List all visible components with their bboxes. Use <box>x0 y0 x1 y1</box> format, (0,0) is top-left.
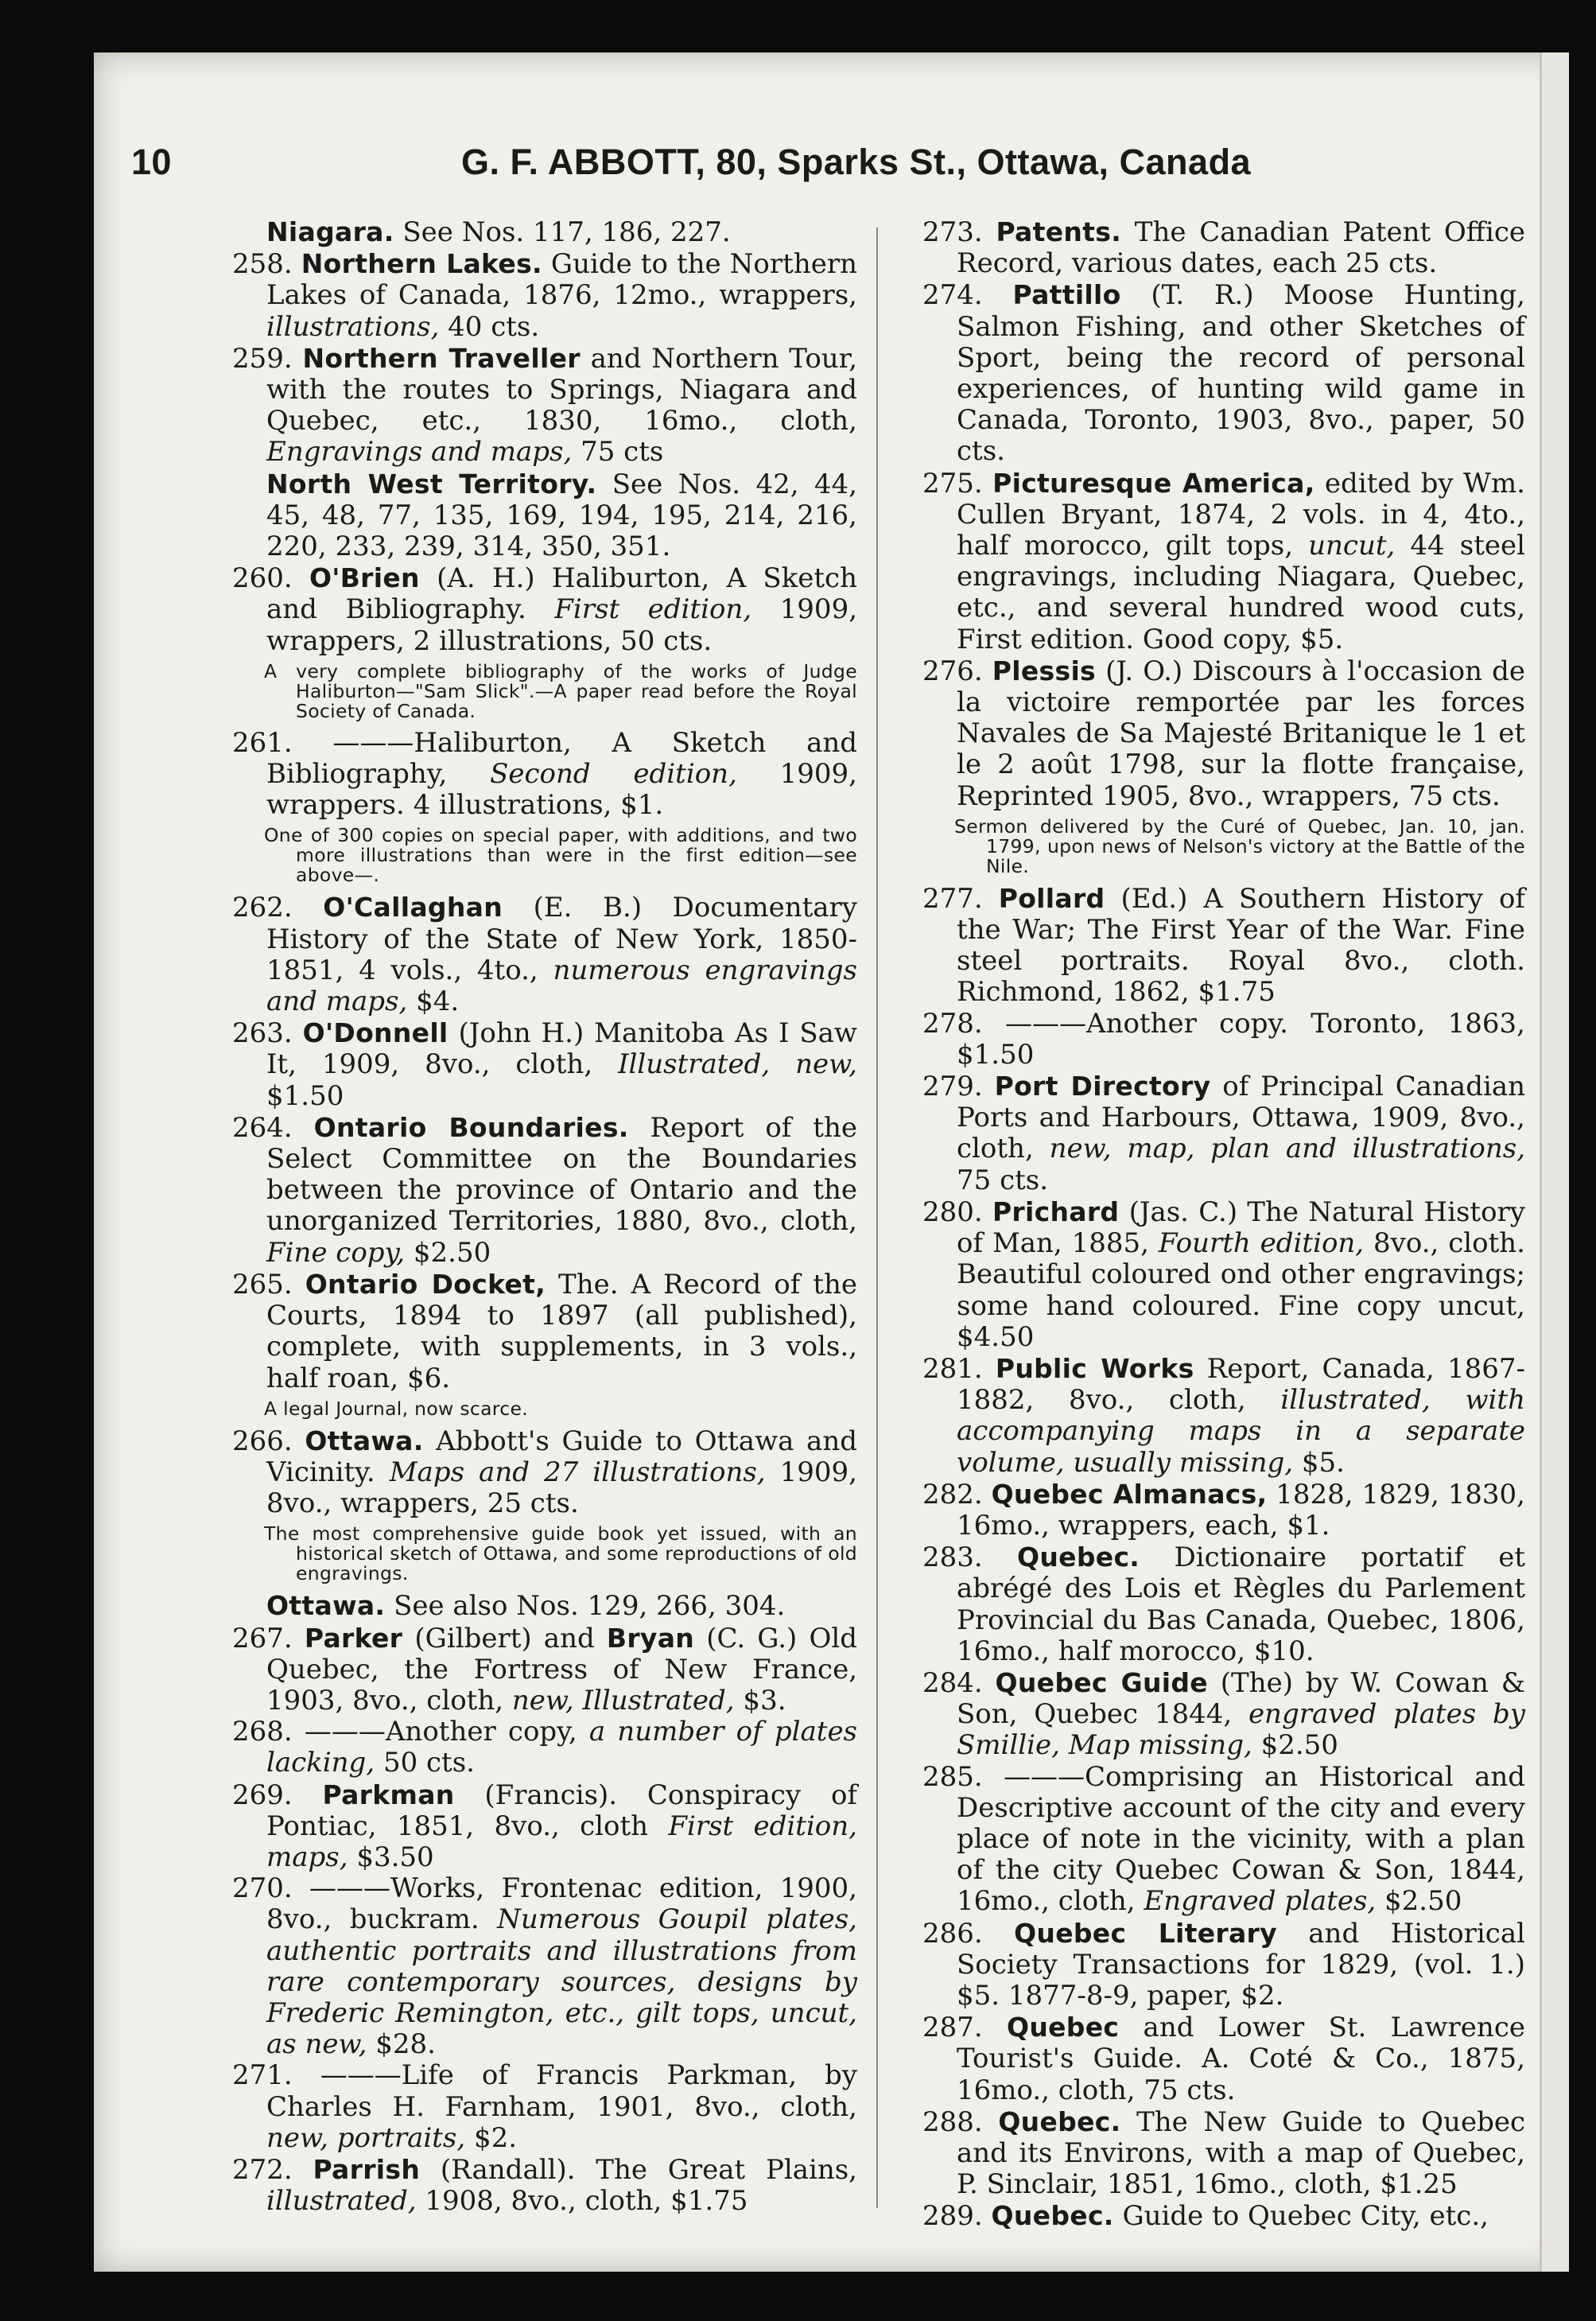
entry-number: 265. <box>232 1268 305 1300</box>
catalogue-entry <box>232 1112 857 1269</box>
entry-number: 285. <box>922 1760 1004 1793</box>
entry-number: 281. <box>922 1352 996 1385</box>
entry-italic: Second edition, <box>490 758 737 791</box>
entry-name: Pattillo <box>1012 279 1121 311</box>
column-divider <box>876 227 878 2208</box>
entry-italic: First edition, maps, <box>266 1810 857 1873</box>
entry-note: Sermon delivered by the Curé of Quebec, Jan. 10, jan. 1799, upon news of Nelson's victory at the Battle of the Nile. <box>954 814 1525 877</box>
entry-number: 264. <box>232 1111 314 1144</box>
catalogue-entry <box>232 2060 857 2154</box>
entry-number: 278. <box>922 1007 1006 1040</box>
page-edge <box>1540 52 1569 2272</box>
entry-name: Quebec. <box>991 2200 1114 2232</box>
catalogue-entry <box>232 562 857 657</box>
catalogue-entry <box>922 655 1525 812</box>
entry-italic: illustrations, <box>266 310 440 343</box>
entry-name: Ottawa. <box>266 1590 386 1622</box>
entry-name: Patents. <box>996 216 1122 247</box>
entry-name: O'Callaghan <box>323 892 503 923</box>
entry-text: Report of the Select Committee on the Boundaries between the province of Ontario and the unorganized Territories, 1880, 8vo., cloth, <box>266 1111 857 1238</box>
entry-number: 275. <box>922 467 993 500</box>
entry-italic: new, Illustrated, <box>511 1684 735 1716</box>
entry-text: ———Life of Francis Parkman, by Charles H. Farnham, 1901, 8vo., cloth, <box>266 2059 858 2123</box>
entry-text: (Francis). Conspiracy of Pontiac, 1851, 8vo., cloth <box>266 1779 857 1842</box>
catalogue-entry <box>232 1716 857 1779</box>
entry-text: The New Guide to Quebec and its Environs, with a map of Quebec, P. Sinclair, 1851, 16mo., cloth, $1.25 <box>957 2105 1525 2201</box>
entry-text: See also Nos. 129, 266, 304. <box>385 1590 786 1623</box>
entry-text: (John H.) Manitoba As I Saw It, 1909, 8vo., cloth, <box>266 1017 857 1081</box>
entry-text: Report, Canada, 1867-1882, 8vo., cloth, <box>957 1352 1525 1417</box>
entry-text: (The) by W. Cowan & Son, Quebec 1844, <box>957 1666 1525 1731</box>
catalogue-entry <box>232 343 857 468</box>
catalogue-entry <box>922 279 1525 467</box>
entry-text: ———Another copy, <box>304 1716 589 1748</box>
entry-tail: $2.50 <box>405 1236 491 1269</box>
entry-tail: 50 cts. <box>375 1747 475 1779</box>
entry-italic: new, portraits, <box>266 2121 466 2154</box>
entry-text: ———Another copy. Toronto, 1863, $1.50 <box>957 1007 1525 1071</box>
entry-name: Public Works <box>995 1352 1194 1384</box>
entry-text: of Principal Canadian Ports and Harbours, Ottawa, 1909, 8vo., cloth, <box>957 1071 1526 1165</box>
entry-tail: 44 steel engravings, including Niagara, Quebec, etc., and several hundred wood cuts, First edition. Good copy, $5. <box>957 530 1525 655</box>
catalogue-entry <box>232 1623 857 1717</box>
running-title: G. F. ABBOTT, 80, Sparks St., Ottawa, Canada <box>461 142 1252 182</box>
entry-name: Parrish <box>313 2153 421 2185</box>
entry-number: 279. <box>922 1071 995 1103</box>
entry-number: 259. <box>232 342 303 375</box>
entry-name: Ontario Docket, <box>305 1268 546 1300</box>
entry-tail: 40 cts. <box>439 310 540 343</box>
entry-number: 282. <box>922 1478 992 1510</box>
entry-text: (T. R.) Moose Hunting, Salmon Fishing, and other Sketches of Sport, being the record of personal experiences, of hunting wild game in Canada, Toronto, 1903, 8vo., paper, 50 cts. <box>957 279 1525 468</box>
page-number: 10 <box>131 142 173 182</box>
catalogue-entry <box>922 2106 1525 2201</box>
entry-tail: $2.50 <box>1252 1729 1338 1762</box>
entry-italic: numerous engravings and maps, <box>266 954 857 1018</box>
entry-text: ———Comprising an Historical and Descriptive account of the city and every place of note in the vicinity, with a plan of the city Quebec Cowan & Son, 1844, 16mo., cloth, <box>957 1760 1525 1918</box>
entry-number: 263. <box>232 1017 303 1050</box>
page-header <box>131 142 1324 197</box>
entry-name: Quebec Literary <box>1014 1917 1277 1949</box>
entry-text: (Jas. C.) The Natural History of Man, 1885, <box>957 1195 1526 1260</box>
entry-name: Quebec. <box>998 2105 1121 2137</box>
entry-tail: $5. <box>1293 1446 1345 1479</box>
entry-number: 262. <box>232 892 324 924</box>
entry-name: O'Brien <box>309 562 420 594</box>
entry-text: (Ed.) A Southern History of the War; The First Year of the War. Fine steel portraits. Royal 8vo., cloth. Richmond, 1862, $1.75 <box>957 882 1526 1009</box>
entry-italic: engraved plates by Smillie, Map missing, <box>957 1698 1525 1762</box>
entry-italic: illustrated, <box>266 2185 417 2218</box>
entry-text: ———Works, Frontenac edition, 1900, 8vo., buckram. <box>266 1872 857 1936</box>
entry-number: 269. <box>232 1779 323 1811</box>
entry-number: 283. <box>922 1542 1018 1574</box>
entry-number: 261. <box>232 726 333 759</box>
entry-note: The most comprehensive guide book yet issued, with an historical sketch of Ottawa, and some reproductions of old engravings. <box>264 1522 857 1585</box>
entry-name: Ontario Boundaries. <box>313 1111 629 1143</box>
catalogue-entry <box>922 2200 1525 2232</box>
entry-tail: 8vo., cloth. Beautiful coloured ond other engravings; some hand coloured. Fine copy uncut, $4.50 <box>957 1227 1525 1353</box>
catalogue-entry <box>922 1479 1525 1542</box>
catalogue-entry <box>922 1762 1525 1918</box>
catalogue-entry <box>232 1873 857 2060</box>
catalogue-entry <box>922 216 1525 279</box>
entry-name: Port Directory <box>994 1071 1211 1102</box>
catalogue-entry <box>922 883 1525 1009</box>
entry-name: Niagara. <box>266 216 394 247</box>
entry-name: Parker <box>304 1622 403 1654</box>
entry-text: (Randall). The Great Plains, <box>420 2153 857 2186</box>
catalogue-entry <box>922 1009 1525 1071</box>
entry-number: 289. <box>922 2200 992 2233</box>
entry-text: (J. O.) Discours à l'occasion de la victoire remportée par les forces Navales de Sa Majesté Britanique le 1 et le 2 août 1798, sur la flotte française, Reprinted 1905, 8vo., wrappers, 75 cts. <box>957 655 1525 812</box>
catalogue-entry <box>922 2012 1525 2106</box>
entry-text: Abbott's Guide to Ottawa and Vicinity. <box>266 1425 857 1488</box>
entry-text: and Lower St. Lawrence Tourist's Guide. A. Coté & Co., 1875, 16mo., cloth, 75 cts. <box>957 2012 1525 2106</box>
entry-name: Prichard <box>992 1195 1120 1227</box>
entry-number: 271. <box>232 2059 320 2092</box>
entry-number: 288. <box>922 2105 999 2138</box>
entry-tail: $3.50 <box>348 1841 434 1873</box>
entry-italic: Engraved plates, <box>1144 1885 1377 1918</box>
catalogue-entry <box>232 892 857 1017</box>
catalogue-entry <box>922 1918 1525 2012</box>
entry-number: 273. <box>922 216 996 248</box>
entry-tail: 1909, wrappers. 4 illustrations, $1. <box>266 758 857 822</box>
catalogue-entry <box>232 1017 857 1112</box>
entry-number: 286. <box>922 1917 1015 1950</box>
right-column <box>922 216 1525 2233</box>
entry-number: 284. <box>922 1666 996 1699</box>
entry-text: See Nos. 117, 186, 227. <box>394 216 731 248</box>
catalogue-entry <box>232 1269 857 1394</box>
entry-text: 1828, 1829, 1830, 16mo., wrappers, each, $1. <box>957 1478 1525 1542</box>
entry-name: O'Donnell <box>302 1017 449 1049</box>
entry-tail: 1909, wrappers, 2 illustrations, 50 cts. <box>266 593 858 657</box>
entry-text: (Gilbert) and <box>402 1622 607 1654</box>
entry-italic: Engravings and maps, <box>266 436 573 468</box>
entry-note: A legal Journal, now scarce. <box>264 1397 528 1420</box>
entry-number: 266. <box>232 1425 305 1457</box>
entry-text: Dictionaire portatif et abrégé des Lois et Règles du Parlement Provincial du Bas Canada, Quebec, 1806, 16mo., half morocco, $10. <box>957 1542 1525 1667</box>
entry-tail: $4. <box>407 986 460 1018</box>
entry-italic: illustrated, with accompanying maps in a separate volume, usually missing, <box>957 1384 1525 1479</box>
entry-name: Parkman <box>322 1779 455 1810</box>
catalogue-entry <box>922 1196 1525 1353</box>
entry-italic: Numerous Goupil plates, authentic portraits and illustrations from rare contemporary sources, designs by Frederic Remington, etc., gilt tops, uncut, as new, <box>266 1903 857 2061</box>
entry-number: 280. <box>922 1195 992 1228</box>
entry-italic: Fine copy, <box>266 1236 406 1269</box>
catalogue-entry <box>232 1779 857 1874</box>
entry-number: 267. <box>232 1622 305 1654</box>
entry-text: and Historical Society Transactions for 1829, (vol. 1.) $5. 1877-8-9, paper, $2. <box>957 1917 1525 2012</box>
entry-italic: new, map, plan and illustrations, <box>1049 1133 1526 1165</box>
entry-name: Picturesque America, <box>992 467 1315 499</box>
catalogue-entry <box>232 1590 857 1622</box>
entry-text: Guide to Quebec City, etc., <box>1113 2200 1489 2233</box>
entry-number: 258. <box>232 248 301 281</box>
entry-number: 276. <box>922 655 992 687</box>
entry-tail: 1908, 8vo., cloth, $1.75 <box>416 2185 748 2218</box>
entry-number: 272. <box>232 2153 313 2186</box>
entry-number: 277. <box>922 882 999 915</box>
entry-text: The Canadian Patent Office Record, various dates, each 25 cts. <box>957 216 1525 280</box>
entry-text: ———Haliburton, A Sketch and Bibliography, <box>266 726 858 791</box>
entry-italic: Maps and 27 illustrations, <box>389 1456 766 1488</box>
catalogue-entry <box>922 1667 1525 1762</box>
catalogue-entry <box>922 1071 1525 1196</box>
entry-number: 270. <box>232 1872 309 1905</box>
entry-text: (E. B.) Documentary History of the State of New York, 1850-1851, 4 vols., 4to., <box>266 892 857 986</box>
entry-name: Quebec <box>1006 2012 1120 2043</box>
entry-number: 260. <box>232 562 309 595</box>
entry-name: Pollard <box>998 882 1105 914</box>
entry-name: Quebec Guide <box>995 1666 1208 1698</box>
entry-tail: $1.50 <box>266 1079 344 1112</box>
entry-name: Ottawa. <box>305 1425 424 1456</box>
entry-text: edited by Wm. Cullen Bryant, 1874, 2 vols. in 4, 4to., half morocco, gilt tops, <box>957 467 1525 562</box>
entry-name: Plessis <box>992 655 1096 686</box>
catalogue-entry <box>922 1542 1525 1667</box>
entry-italic: Fourth edition, <box>1158 1227 1365 1260</box>
entry-text: Guide to the Northern Lakes of Canada, 1876, 12mo., wrappers, <box>266 248 857 312</box>
catalogue-entry <box>232 468 857 563</box>
entry-number: 287. <box>922 2012 1007 2044</box>
entry-tail: $28. <box>367 2028 436 2061</box>
entry-italic: uncut, <box>1308 530 1396 562</box>
entry-text: The. A Record of the Courts, 1894 to 1897 (all published), complete, with supplements, in 3 vols., half roan, $6. <box>266 1268 857 1394</box>
entry-note: One of 300 copies on special paper, with additions, and two more illustrations than were in the first edition—see above—. <box>264 824 857 887</box>
entry-tail: $2. <box>465 2121 518 2154</box>
catalogue-entry <box>922 468 1525 655</box>
entry-name: Northern Traveller <box>302 342 581 374</box>
entry-name-secondary: Bryan <box>606 1622 695 1654</box>
left-column <box>232 216 857 2217</box>
catalogue-entry <box>232 248 857 343</box>
entry-name: North West Territory. <box>266 468 597 500</box>
entry-tail: 75 cts. <box>957 1164 1049 1196</box>
entry-name: Quebec Almanacs, <box>991 1478 1268 1510</box>
entry-tail: 1909, 8vo., wrappers, 25 cts. <box>266 1456 857 1520</box>
entry-tail: $2.50 <box>1376 1885 1462 1918</box>
entry-italic: a number of plates lacking, <box>266 1716 858 1779</box>
catalogue-entry <box>232 216 857 248</box>
entry-name: Quebec. <box>1017 1542 1140 1573</box>
catalogue-entry <box>922 1353 1525 1479</box>
entry-number: 274. <box>922 279 1013 312</box>
entry-text: See Nos. 42, 44, 45, 48, 77, 135, 169, 194, 195, 214, 216, 220, 233, 239, 314, 350, 351. <box>266 468 857 563</box>
entry-name: Northern Lakes. <box>301 248 542 280</box>
entry-text-secondary: (C. G.) Old Quebec, the Fortress of New France, 1903, 8vo., cloth, <box>266 1622 857 1716</box>
entry-tail: 75 cts <box>572 436 664 468</box>
catalogue-entry <box>232 1425 857 1520</box>
entry-italic: First edition, <box>554 593 752 626</box>
entry-tail: $3. <box>734 1684 786 1716</box>
entry-number: 268. <box>232 1716 305 1748</box>
entry-italic: Illustrated, new, <box>618 1048 857 1081</box>
catalogue-entry <box>232 2154 857 2217</box>
catalogue-entry <box>232 728 857 822</box>
entry-text: (A. H.) Haliburton, A Sketch and Bibliography. <box>266 562 857 626</box>
entry-text: and Northern Tour, with the routes to Springs, Niagara and Quebec, etc., 1830, 16mo., cloth, <box>266 342 858 437</box>
entry-note: A very complete bibliography of the works of Judge Haliburton—"Sam Slick".—A paper read before the Royal Society of Canada. <box>264 659 857 722</box>
